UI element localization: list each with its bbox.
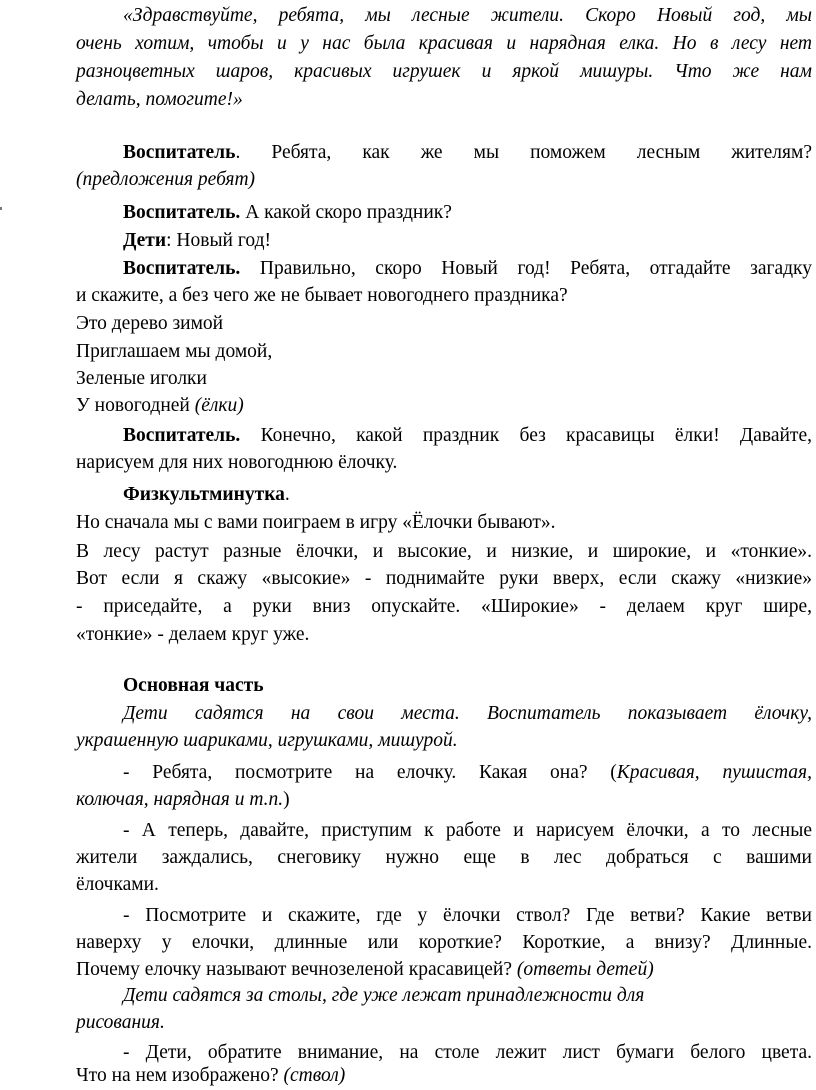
phys-line-3: Вот если я скажу «высокие» - поднимайте руки вверх, если скажу «низкие» [76,568,812,589]
teacher-question-line: Воспитатель. Ребята, как же мы поможем лесным жителям? [123,142,812,163]
riddle-answer: (ёлки) [194,395,244,416]
main-question-4a: - Дети, обратите внимание, на столе лежит лист бумаги белого цвета. [123,1042,812,1063]
children-answer: Дети: Новый год! [123,230,271,251]
main-question-3a: - Посмотрите и скажите, где у ёлочки ствол? Где ветви? Какие ветви [123,905,812,926]
main-question-1a: - Ребята, посмотрите на елочку. Какая она? (Красивая, пушистая, [123,762,812,783]
riddle-line-1: Это дерево зимой [76,313,224,334]
section-heading-physminute: Физкультминутка. [123,484,290,505]
main-direction-2: украшенную шариками, игрушками, мишурой. [76,730,458,751]
main-direction-3b: рисования. [76,1012,165,1033]
teacher-holiday-question: Воспитатель. А какой скоро праздник? [123,202,452,223]
riddle-line-4: У новогодней (ёлки) [76,395,244,416]
phys-line-1: Но сначала мы с вами поиграем в игру «Ёлочки бывают». [76,512,556,533]
main-question-1b: колючая, нарядная и т.п.) [76,789,290,810]
main-question-2b: жители заждались, снеговику нужно еще в лес добраться с вашими [76,847,812,868]
main-question-3c: Почему елочку называют вечнозеленой красавицей? (ответы детей) [76,959,654,980]
main-direction-3a: Дети садятся за столы, где уже лежат принадлежности для [123,985,645,1006]
letter-line-2: очень хотим, чтобы и у нас была красивая и нарядная елка. Но в лесу нет [76,33,812,54]
main-question-2c: ёлочками. [76,874,159,895]
teacher-riddle-intro-2: и скажите, а без чего же не бывает новогоднего праздника? [76,285,568,306]
scan-mark [0,207,2,210]
teacher-draw-line-1: Воспитатель. Конечно, какой праздник без красавицы ёлки! Давайте, [123,425,812,446]
main-question-4b: Что на нем изображено? (ствол) [76,1065,346,1086]
phys-line-4: - приседайте, а руки вниз опускайте. «Широкие» - делаем круг шире, [76,596,812,617]
riddle-line-2: Приглашаем мы домой, [76,341,273,362]
teacher-riddle-intro-1: Воспитатель. Правильно, скоро Новый год! Ребята, отгадайте загадку [123,258,812,279]
speaker-teacher: Воспитатель [123,142,236,163]
riddle-line-3: Зеленые иголки [76,368,207,389]
children-suggestions: (предложения ребят) [76,169,256,190]
section-heading-main: Основная часть [123,675,264,696]
main-direction-1: Дети садятся на свои места. Воспитатель показывает ёлочку, [123,703,812,724]
phys-line-5: «тонкие» - делаем круг уже. [76,624,310,645]
teacher-draw-line-2: нарисуем для них новогоднюю ёлочку. [76,452,398,473]
phys-line-2: В лесу растут разные ёлочки, и высокие, и низкие, и широкие, и «тонкие». [76,541,812,562]
main-question-2a: - А теперь, давайте, приступим к работе и нарисуем ёлочки, а то лесные [123,820,812,841]
main-question-3b: наверху у елочки, длинные или короткие? Короткие, а внизу? Длинные. [76,932,812,953]
letter-line-3: разноцветных шаров, красивых игрушек и яркой мишуры. Что же нам [76,61,812,82]
letter-line-4: делать, помогите!» [76,89,243,110]
letter-line-1: «Здравствуйте, ребята, мы лесные жители. Скоро Новый год, мы [123,5,812,26]
